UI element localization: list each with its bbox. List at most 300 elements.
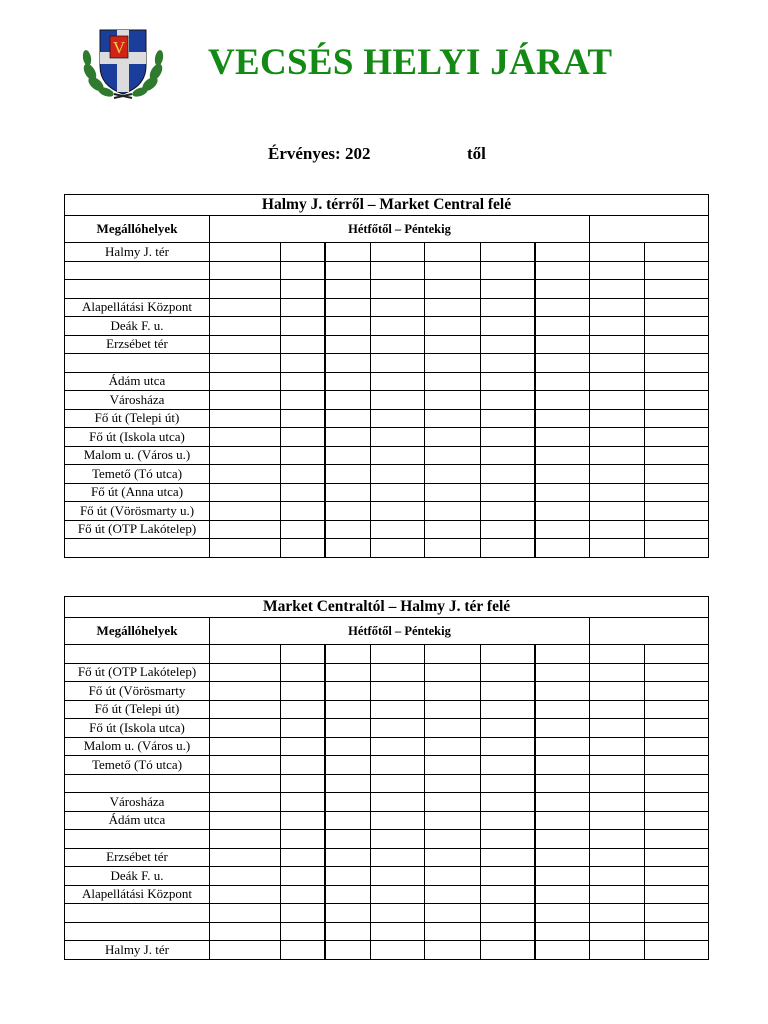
time-cell (281, 848, 325, 867)
table-row (65, 848, 709, 867)
time-cell (481, 539, 535, 558)
stop-name-cell: Fő út (OTP Lakótelep) (65, 520, 210, 539)
time-cell (590, 428, 645, 447)
validity-suffix: től (467, 144, 486, 163)
table-title: Halmy J. térről – Market Central felé (65, 195, 709, 216)
time-cell (535, 904, 590, 923)
time-cell (371, 465, 425, 484)
time-cell (645, 885, 709, 904)
time-cell (371, 811, 425, 830)
time-cell (325, 298, 371, 317)
stop-name-cell: Városháza (65, 793, 210, 812)
table-row (65, 502, 709, 521)
time-cell (481, 372, 535, 391)
time-cell (281, 719, 325, 738)
time-cell (210, 941, 281, 960)
time-cell (590, 941, 645, 960)
time-cell (590, 317, 645, 336)
time-cell (210, 867, 281, 886)
time-cell (281, 335, 325, 354)
time-cell (481, 885, 535, 904)
time-cell (645, 848, 709, 867)
time-cell (425, 391, 481, 410)
time-cell (371, 428, 425, 447)
time-cell (535, 774, 590, 793)
time-cell (535, 700, 590, 719)
time-cell (425, 298, 481, 317)
time-cell (645, 483, 709, 502)
time-cell (210, 446, 281, 465)
time-cell (210, 811, 281, 830)
stop-name-cell: Fő út (Telepi út) (65, 409, 210, 428)
time-cell (325, 756, 371, 775)
time-cell (425, 774, 481, 793)
time-cell (325, 354, 371, 373)
time-cell (645, 243, 709, 262)
time-cell (210, 372, 281, 391)
time-cell (645, 922, 709, 941)
page-title: VECSÉS HELYI JÁRAT (208, 42, 613, 83)
time-cell (481, 391, 535, 410)
time-cell (371, 663, 425, 682)
stops-column-header: Megállóhelyek (65, 618, 210, 645)
stop-name-cell: Fő út (Vörösmarty u.) (65, 502, 210, 521)
time-cell (481, 922, 535, 941)
time-cell (645, 719, 709, 738)
time-cell (371, 793, 425, 812)
table-row (65, 682, 709, 701)
time-cell (481, 298, 535, 317)
time-cell (590, 719, 645, 738)
time-cell (325, 848, 371, 867)
time-cell (590, 774, 645, 793)
time-cell (371, 520, 425, 539)
time-cell (371, 409, 425, 428)
time-cell (425, 793, 481, 812)
time-cell (325, 663, 371, 682)
time-cell (425, 520, 481, 539)
time-cell (645, 539, 709, 558)
time-cell (281, 774, 325, 793)
time-cell (535, 645, 590, 664)
time-cell (645, 391, 709, 410)
time-cell (645, 317, 709, 336)
stop-name-cell: Városháza (65, 391, 210, 410)
time-cell (645, 335, 709, 354)
time-cell (645, 465, 709, 484)
time-cell (325, 811, 371, 830)
time-cell (371, 372, 425, 391)
time-cell (425, 848, 481, 867)
time-cell (210, 520, 281, 539)
time-cell (210, 335, 281, 354)
time-cell (425, 446, 481, 465)
time-cell (281, 520, 325, 539)
time-cell (481, 700, 535, 719)
time-cell (645, 280, 709, 299)
time-cell (590, 335, 645, 354)
time-cell (325, 645, 371, 664)
time-cell (325, 409, 371, 428)
time-cell (425, 682, 481, 701)
time-cell (281, 539, 325, 558)
time-cell (210, 354, 281, 373)
time-cell (325, 428, 371, 447)
time-cell (281, 261, 325, 280)
time-cell (645, 645, 709, 664)
time-cell (210, 502, 281, 521)
time-cell (535, 719, 590, 738)
time-cell (481, 774, 535, 793)
time-cell (535, 756, 590, 775)
stop-name-cell (65, 280, 210, 299)
time-cell (645, 830, 709, 849)
time-cell (425, 539, 481, 558)
time-cell (210, 391, 281, 410)
stop-name-cell: Fő út (Iskola utca) (65, 428, 210, 447)
time-cell (210, 243, 281, 262)
time-cell (425, 737, 481, 756)
stop-name-cell (65, 539, 210, 558)
time-cell (371, 848, 425, 867)
time-cell (425, 719, 481, 738)
table-row (65, 520, 709, 539)
time-cell (481, 867, 535, 886)
time-cell (371, 335, 425, 354)
time-cell (325, 793, 371, 812)
time-cell (210, 885, 281, 904)
time-cell (371, 298, 425, 317)
stop-name-cell: Temető (Tó utca) (65, 465, 210, 484)
timetable-outbound (64, 194, 709, 558)
time-cell (425, 645, 481, 664)
time-cell (590, 465, 645, 484)
time-cell (590, 700, 645, 719)
days-column-header: Hétfőtől – Péntekig (210, 216, 590, 243)
days-column-header: Hétfőtől – Péntekig (210, 618, 590, 645)
time-cell (590, 354, 645, 373)
time-cell (645, 409, 709, 428)
validity-line (0, 144, 768, 166)
time-cell (645, 261, 709, 280)
time-cell (645, 502, 709, 521)
table-row (65, 941, 709, 960)
table-row (65, 774, 709, 793)
stop-name-cell (65, 904, 210, 923)
time-cell (645, 737, 709, 756)
time-cell (590, 483, 645, 502)
time-cell (281, 483, 325, 502)
time-cell (645, 520, 709, 539)
time-cell (645, 756, 709, 775)
time-cell (210, 700, 281, 719)
time-cell (210, 737, 281, 756)
time-cell (535, 465, 590, 484)
time-cell (481, 446, 535, 465)
table-row (65, 645, 709, 664)
time-cell (481, 811, 535, 830)
stop-name-cell: Halmy J. tér (65, 941, 210, 960)
stop-name-cell: Fő út (OTP Lakótelep) (65, 663, 210, 682)
table-row (65, 922, 709, 941)
time-cell (481, 682, 535, 701)
time-cell (535, 243, 590, 262)
time-cell (590, 280, 645, 299)
time-cell (371, 317, 425, 336)
table-row (65, 756, 709, 775)
time-cell (481, 663, 535, 682)
time-cell (281, 391, 325, 410)
time-cell (210, 483, 281, 502)
time-cell (590, 502, 645, 521)
time-cell (325, 483, 371, 502)
validity-label: Érvényes: 202 (268, 144, 371, 163)
time-cell (645, 867, 709, 886)
stop-name-cell: Fő út (Telepi út) (65, 700, 210, 719)
stop-name-cell: Malom u. (Város u.) (65, 737, 210, 756)
stop-name-cell: Erzsébet tér (65, 335, 210, 354)
time-cell (325, 904, 371, 923)
time-cell (645, 811, 709, 830)
time-cell (210, 904, 281, 923)
time-cell (325, 520, 371, 539)
table-row (65, 243, 709, 262)
time-cell (281, 428, 325, 447)
time-cell (481, 941, 535, 960)
time-cell (481, 335, 535, 354)
time-cell (590, 663, 645, 682)
time-cell (371, 354, 425, 373)
table-row (65, 700, 709, 719)
time-cell (371, 280, 425, 299)
table-row (65, 465, 709, 484)
time-cell (210, 428, 281, 447)
time-cell (535, 539, 590, 558)
time-cell (281, 243, 325, 262)
time-cell (210, 663, 281, 682)
time-cell (325, 261, 371, 280)
time-cell (425, 922, 481, 941)
time-cell (590, 904, 645, 923)
time-cell (645, 298, 709, 317)
time-cell (590, 372, 645, 391)
time-cell (535, 502, 590, 521)
time-cell (425, 663, 481, 682)
table-row (65, 830, 709, 849)
time-cell (325, 465, 371, 484)
time-cell (325, 335, 371, 354)
time-cell (281, 682, 325, 701)
time-cell (425, 483, 481, 502)
time-cell (481, 354, 535, 373)
time-cell (371, 737, 425, 756)
time-cell (425, 317, 481, 336)
time-cell (481, 719, 535, 738)
time-cell (425, 756, 481, 775)
time-cell (590, 645, 645, 664)
time-cell (590, 298, 645, 317)
time-cell (281, 737, 325, 756)
time-cell (281, 811, 325, 830)
time-cell (210, 682, 281, 701)
time-cell (281, 645, 325, 664)
time-cell (425, 409, 481, 428)
table-row (65, 317, 709, 336)
stop-name-cell: Fő út (Anna utca) (65, 483, 210, 502)
time-cell (371, 719, 425, 738)
time-cell (481, 520, 535, 539)
table-row (65, 428, 709, 447)
time-cell (645, 793, 709, 812)
time-cell (535, 354, 590, 373)
time-cell (481, 243, 535, 262)
time-cell (535, 391, 590, 410)
time-cell (425, 243, 481, 262)
time-cell (210, 830, 281, 849)
time-cell (645, 446, 709, 465)
time-cell (325, 539, 371, 558)
time-cell (210, 848, 281, 867)
time-cell (590, 243, 645, 262)
time-cell (371, 941, 425, 960)
time-cell (425, 261, 481, 280)
time-cell (325, 243, 371, 262)
time-cell (425, 904, 481, 923)
time-cell (210, 645, 281, 664)
time-cell (645, 774, 709, 793)
time-cell (481, 280, 535, 299)
time-cell (645, 372, 709, 391)
time-cell (325, 391, 371, 410)
time-cell (590, 391, 645, 410)
stop-name-cell (65, 354, 210, 373)
time-cell (535, 446, 590, 465)
time-cell (590, 682, 645, 701)
table-row (65, 483, 709, 502)
table-row (65, 867, 709, 886)
time-cell (645, 663, 709, 682)
stop-name-cell: Ádám utca (65, 372, 210, 391)
time-cell (590, 867, 645, 886)
time-cell (371, 502, 425, 521)
time-cell (371, 483, 425, 502)
time-cell (481, 502, 535, 521)
time-cell (425, 502, 481, 521)
time-cell (645, 904, 709, 923)
time-cell (535, 830, 590, 849)
time-cell (210, 280, 281, 299)
time-cell (325, 700, 371, 719)
table-row (65, 391, 709, 410)
timetable-inbound (64, 596, 709, 960)
stop-name-cell (65, 261, 210, 280)
time-cell (645, 682, 709, 701)
time-cell (425, 372, 481, 391)
stops-column-header: Megállóhelyek (65, 216, 210, 243)
time-cell (325, 830, 371, 849)
time-cell (481, 317, 535, 336)
time-cell (481, 645, 535, 664)
time-cell (590, 409, 645, 428)
time-cell (535, 867, 590, 886)
time-cell (325, 502, 371, 521)
time-cell (281, 298, 325, 317)
time-cell (210, 409, 281, 428)
time-cell (325, 317, 371, 336)
stop-name-cell: Fő út (Vörösmarty (65, 682, 210, 701)
time-cell (210, 539, 281, 558)
time-cell (535, 848, 590, 867)
stop-name-cell: Fő út (Iskola utca) (65, 719, 210, 738)
time-cell (325, 280, 371, 299)
time-cell (425, 428, 481, 447)
time-cell (481, 756, 535, 775)
time-cell (325, 719, 371, 738)
table-row (65, 663, 709, 682)
time-cell (281, 756, 325, 775)
stop-name-cell: Alapellátási Központ (65, 298, 210, 317)
time-cell (535, 885, 590, 904)
time-cell (371, 391, 425, 410)
time-cell (590, 848, 645, 867)
time-cell (281, 867, 325, 886)
table-row (65, 885, 709, 904)
time-cell (535, 922, 590, 941)
time-cell (481, 483, 535, 502)
time-cell (590, 793, 645, 812)
stop-name-cell: Malom u. (Város u.) (65, 446, 210, 465)
stop-name-cell: Halmy J. tér (65, 243, 210, 262)
stop-name-cell (65, 645, 210, 664)
time-cell (281, 941, 325, 960)
table-row (65, 904, 709, 923)
time-cell (210, 793, 281, 812)
time-cell (535, 663, 590, 682)
table-row (65, 719, 709, 738)
time-cell (281, 793, 325, 812)
time-cell (590, 539, 645, 558)
stop-name-cell: Ádám utca (65, 811, 210, 830)
time-cell (425, 700, 481, 719)
time-cell (535, 261, 590, 280)
time-cell (535, 372, 590, 391)
table-row (65, 446, 709, 465)
stop-name-cell: Erzsébet tér (65, 848, 210, 867)
time-cell (481, 737, 535, 756)
time-cell (535, 317, 590, 336)
time-cell (425, 280, 481, 299)
stop-name-cell (65, 774, 210, 793)
empty-header-cell (590, 618, 709, 645)
time-cell (535, 409, 590, 428)
time-cell (535, 483, 590, 502)
time-cell (535, 335, 590, 354)
time-cell (210, 298, 281, 317)
time-cell (281, 700, 325, 719)
time-cell (535, 682, 590, 701)
time-cell (210, 719, 281, 738)
time-cell (210, 261, 281, 280)
table-row (65, 409, 709, 428)
time-cell (371, 830, 425, 849)
time-cell (325, 941, 371, 960)
stop-name-cell: Deák F. u. (65, 867, 210, 886)
time-cell (210, 756, 281, 775)
time-cell (281, 354, 325, 373)
time-cell (590, 811, 645, 830)
time-cell (371, 682, 425, 701)
time-cell (425, 885, 481, 904)
